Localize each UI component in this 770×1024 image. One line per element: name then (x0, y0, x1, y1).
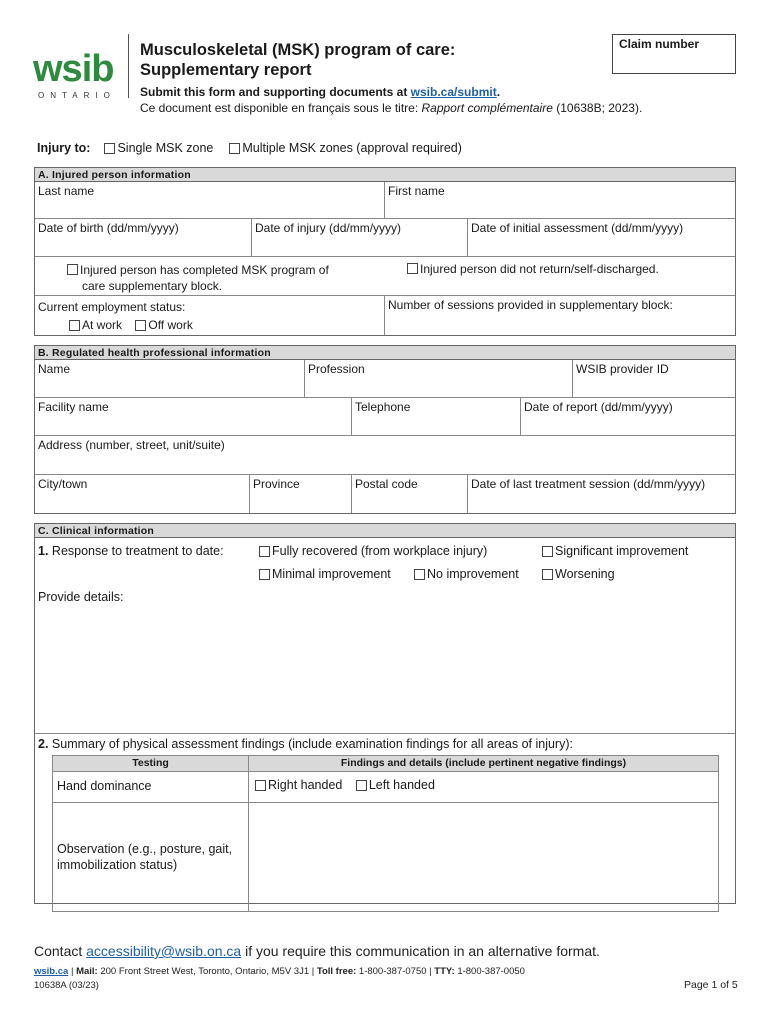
postal-code-field[interactable]: Postal code (352, 475, 468, 513)
checkbox[interactable] (67, 264, 78, 275)
hand-dominance-options (249, 772, 718, 802)
date-of-birth-field[interactable]: Date of birth (dd/mm/yyyy) (35, 219, 252, 256)
observation-label: Observation (e.g., posture, gait, immobilization status) (53, 803, 249, 911)
city-field[interactable]: City/town (35, 475, 250, 513)
checkbox[interactable] (356, 780, 367, 791)
section-a-injured-person (34, 167, 736, 336)
checkbox[interactable] (542, 546, 553, 557)
footer-contact-info: wsib.ca | Mail: 200 Front Street West, Toronto, Ontario, M5V 3J1 | Toll free: 1-800-387-0750 | TTY: 1-800-387-0050 (34, 966, 525, 977)
checkbox[interactable] (135, 320, 146, 331)
checkbox[interactable] (414, 569, 425, 580)
last-name-field[interactable]: Last name (35, 182, 385, 218)
minimal-improvement-option[interactable]: Minimal improvement (259, 567, 391, 581)
completed-program-option[interactable]: Injured person has completed MSK program of care supplementary block. (35, 257, 385, 295)
multiple-msk-option[interactable]: Multiple MSK zones (approval required) (229, 141, 462, 155)
checkbox[interactable] (542, 569, 553, 580)
accessibility-email-link[interactable]: accessibility@wsib.on.ca (86, 943, 242, 959)
checkbox[interactable] (259, 546, 270, 557)
significant-improvement-option[interactable]: Significant improvement (542, 544, 688, 558)
testing-header: Testing (53, 756, 249, 771)
worsening-option[interactable]: Worsening (542, 567, 615, 581)
submit-link[interactable]: wsib.ca/submit (410, 85, 497, 99)
logo-text: wsib (33, 48, 114, 90)
address-field[interactable]: Address (number, street, unit/suite) (38, 438, 225, 452)
details-textarea[interactable] (35, 608, 735, 734)
name-field[interactable]: Name (35, 360, 305, 397)
table-row (53, 803, 718, 911)
left-handed-option[interactable]: Left handed (356, 778, 435, 792)
at-work-option[interactable]: At work (69, 316, 122, 334)
injury-to-label: Injury to: (37, 141, 91, 155)
claim-number-label: Claim number (619, 37, 700, 51)
wsib-logo (33, 50, 121, 100)
telephone-field[interactable]: Telephone (352, 398, 521, 435)
profession-field[interactable]: Profession (305, 360, 573, 397)
response-to-treatment (35, 538, 735, 608)
table-header (53, 756, 718, 772)
checkbox[interactable] (259, 569, 270, 580)
page-number: Page 1 of 5 (684, 979, 738, 991)
section-b-health-professional (34, 345, 736, 514)
facility-name-field[interactable]: Facility name (35, 398, 352, 435)
checkbox[interactable] (255, 780, 266, 791)
right-handed-option[interactable]: Right handed (255, 778, 342, 792)
province-field[interactable]: Province (250, 475, 352, 513)
date-of-injury-field[interactable]: Date of injury (dd/mm/yyyy) (252, 219, 468, 256)
checkbox[interactable] (229, 143, 240, 154)
provide-details-label: Provide details: (38, 590, 124, 604)
checkbox[interactable] (104, 143, 115, 154)
no-improvement-option[interactable]: No improvement (414, 567, 519, 581)
observation-findings-field[interactable] (249, 803, 718, 911)
claim-number-field[interactable] (612, 34, 736, 74)
fully-recovered-option[interactable]: Fully recovered (from workplace injury) (259, 544, 487, 558)
date-initial-assessment-field[interactable]: Date of initial assessment (dd/mm/yyyy) (471, 221, 684, 235)
checkbox[interactable] (69, 320, 80, 331)
last-treatment-date-field[interactable]: Date of last treatment session (dd/mm/yyyy) (471, 477, 706, 491)
date-of-report-field[interactable]: Date of report (dd/mm/yyyy) (524, 400, 673, 414)
hand-dominance-label: Hand dominance (53, 772, 249, 802)
findings-header: Findings and details (include pertinent negative findings) (340, 757, 627, 769)
first-name-field[interactable]: First name (388, 184, 445, 198)
logo-subtitle: ONTARIO (38, 91, 116, 100)
wsib-site-link[interactable]: wsib.ca (34, 966, 69, 977)
submit-instructions: Submit this form and supporting documents at wsib.ca/submit. (140, 85, 501, 99)
section-a-heading: A. Injured person information (35, 168, 735, 182)
checkbox[interactable] (407, 263, 418, 274)
sessions-field[interactable]: Number of sessions provided in supplementary block: (388, 298, 673, 312)
single-msk-option[interactable]: Single MSK zone (104, 141, 213, 155)
off-work-option[interactable]: Off work (135, 316, 192, 334)
header-divider (128, 34, 129, 98)
q1-label: 1. Response to treatment to date: (38, 544, 224, 558)
q2-label: 2. Summary of physical assessment findings (include examination findings for all areas of injury): (38, 737, 573, 751)
injury-to-row (37, 141, 472, 155)
form-title: Musculoskeletal (MSK) program of care: Supplementary report (140, 41, 456, 79)
assessment-findings-table (52, 755, 719, 912)
section-c-heading: C. Clinical information (35, 524, 735, 538)
form-code: 10638A (03/23) (34, 980, 99, 991)
french-notice: Ce document est disponible en français sous le titre: Rapport complémentaire (10638B; 2023). (140, 101, 643, 115)
did-not-return-option[interactable]: Injured person did not return/self-discharged. (385, 257, 735, 295)
table-row (53, 772, 718, 803)
employment-status-field: Current employment status: At work Off work (35, 296, 385, 335)
section-c-clinical (34, 523, 736, 904)
provider-id-field[interactable]: WSIB provider ID (576, 362, 669, 376)
section-b-heading: B. Regulated health professional information (35, 346, 735, 360)
accessibility-contact: Contact accessibility@wsib.on.ca if you require this communication in an alternative format. (34, 943, 600, 959)
